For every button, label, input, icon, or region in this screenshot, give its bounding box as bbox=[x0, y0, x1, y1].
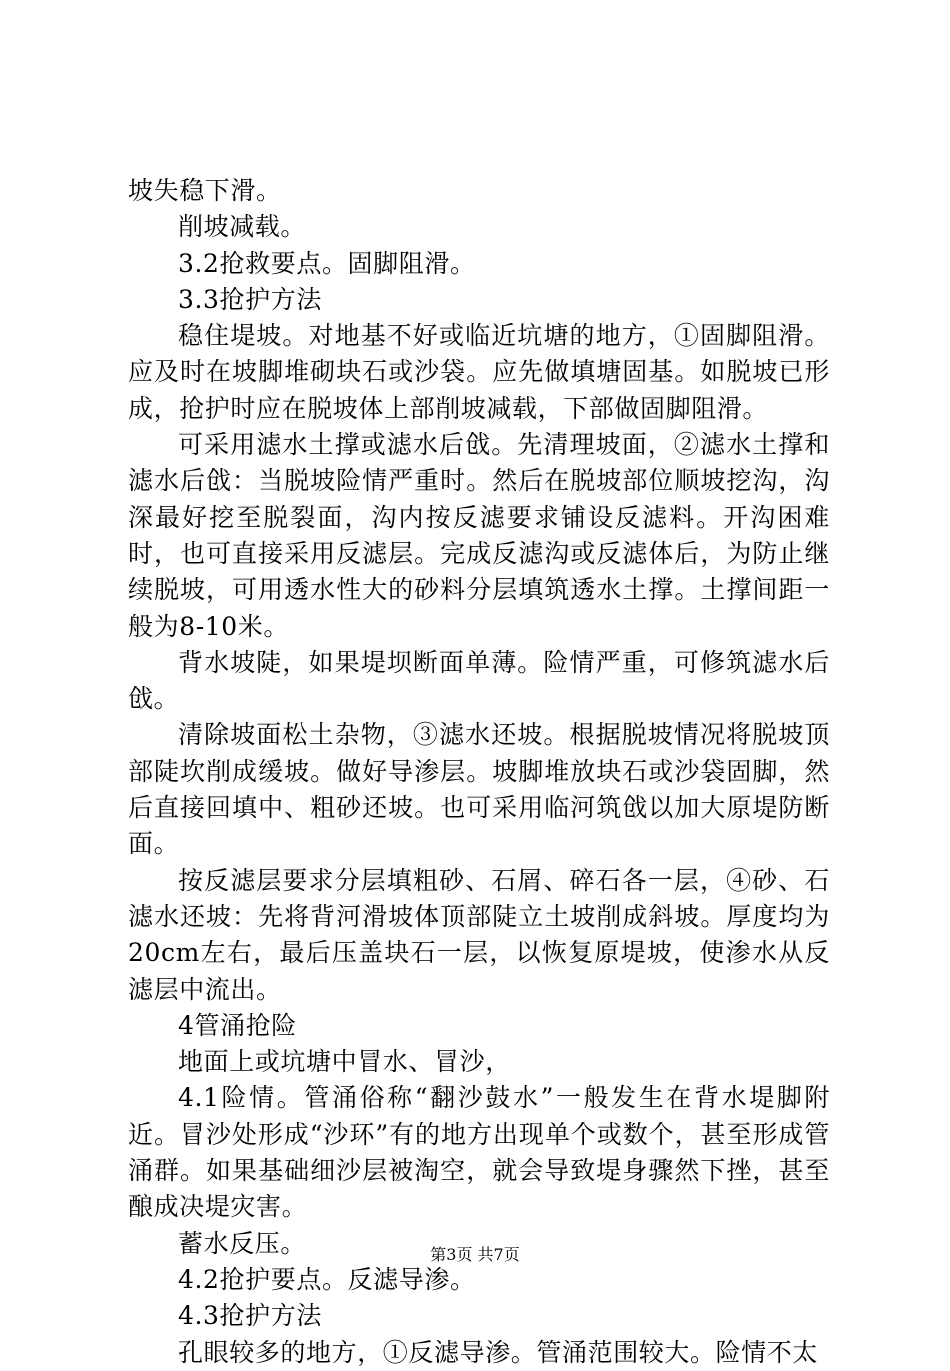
paragraph: 4.2抢护要点。反滤导渗。 bbox=[178, 1264, 476, 1294]
paragraph: 3.3抢护方法 bbox=[178, 284, 322, 314]
paragraph: 蓄水反压。 bbox=[178, 1228, 307, 1258]
paragraph: 3.2抢救要点。固脚阻滑。 bbox=[178, 248, 476, 278]
page-footer: 第3页 共7页 bbox=[430, 1245, 520, 1264]
paragraph: 孔眼较多的地方，①反滤导渗。管涌范围较大。险情不太 bbox=[178, 1337, 819, 1367]
paragraph: 按反滤层要求分层填粗砂、石屑、碎石各一层，④砂、石滤水还坡：先将背河滑坡体顶部陡立土坡削成斜坡。厚度均为20cm左右，最后压盖块石一层，以恢复原堤坡，使渗水从反滤层中流出。 bbox=[128, 865, 830, 1004]
paragraph: 可采用滤水土撑或滤水后戗。先清理坡面，②滤水土撑和滤水后戗：当脱坡险情严重时。然后在脱坡部位顺坡挖沟，沟深最好挖至脱裂面，沟内按反滤要求铺设反滤料。开沟困难时，也可直接采用反滤层。完成反滤沟或反滤体后，为防止继续脱坡，可用透水性大的砂料分层填筑透水土撑。土撑间距一般为8-10米。 bbox=[128, 430, 830, 641]
paragraph: 4管涌抢险 bbox=[178, 1010, 297, 1040]
document-body bbox=[128, 173, 830, 1371]
paragraph: 削坡减载。 bbox=[178, 212, 307, 242]
paragraph: 4.3抢护方法 bbox=[178, 1301, 322, 1331]
paragraph: 4.1险情。管涌俗称“翻沙鼓水”一般发生在背水堤脚附近。冒沙处形成“沙环”有的地方出现单个或数个，甚至形成管涌群。如果基础细沙层被淘空，就会导致堤身骤然下挫，甚至酿成决堤灾害。 bbox=[128, 1083, 830, 1222]
paragraph: 地面上或坑塘中冒水、冒沙， bbox=[178, 1047, 511, 1077]
paragraph: 稳住堤坡。对地基不好或临近坑塘的地方，①固脚阻滑。应及时在坡脚堆砌块石或沙袋。应先做填塘固基。如脱坡已形成，抢护时应在脱坡体上部削坡减载，下部做固脚阻滑。 bbox=[128, 321, 830, 423]
paragraph: 背水坡陡，如果堤坝断面单薄。险情严重，可修筑滤水后戗。 bbox=[128, 647, 830, 714]
paragraph: 坡失稳下滑。 bbox=[128, 176, 282, 205]
paragraph: 清除坡面松土杂物，③滤水还坡。根据脱坡情况将脱坡顶部陡坎削成缓坡。做好导渗层。坡脚堆放块石或沙袋固脚，然后直接回填中、粗砂还坡。也可采用临河筑戗以加大原堤防断面。 bbox=[128, 720, 830, 859]
